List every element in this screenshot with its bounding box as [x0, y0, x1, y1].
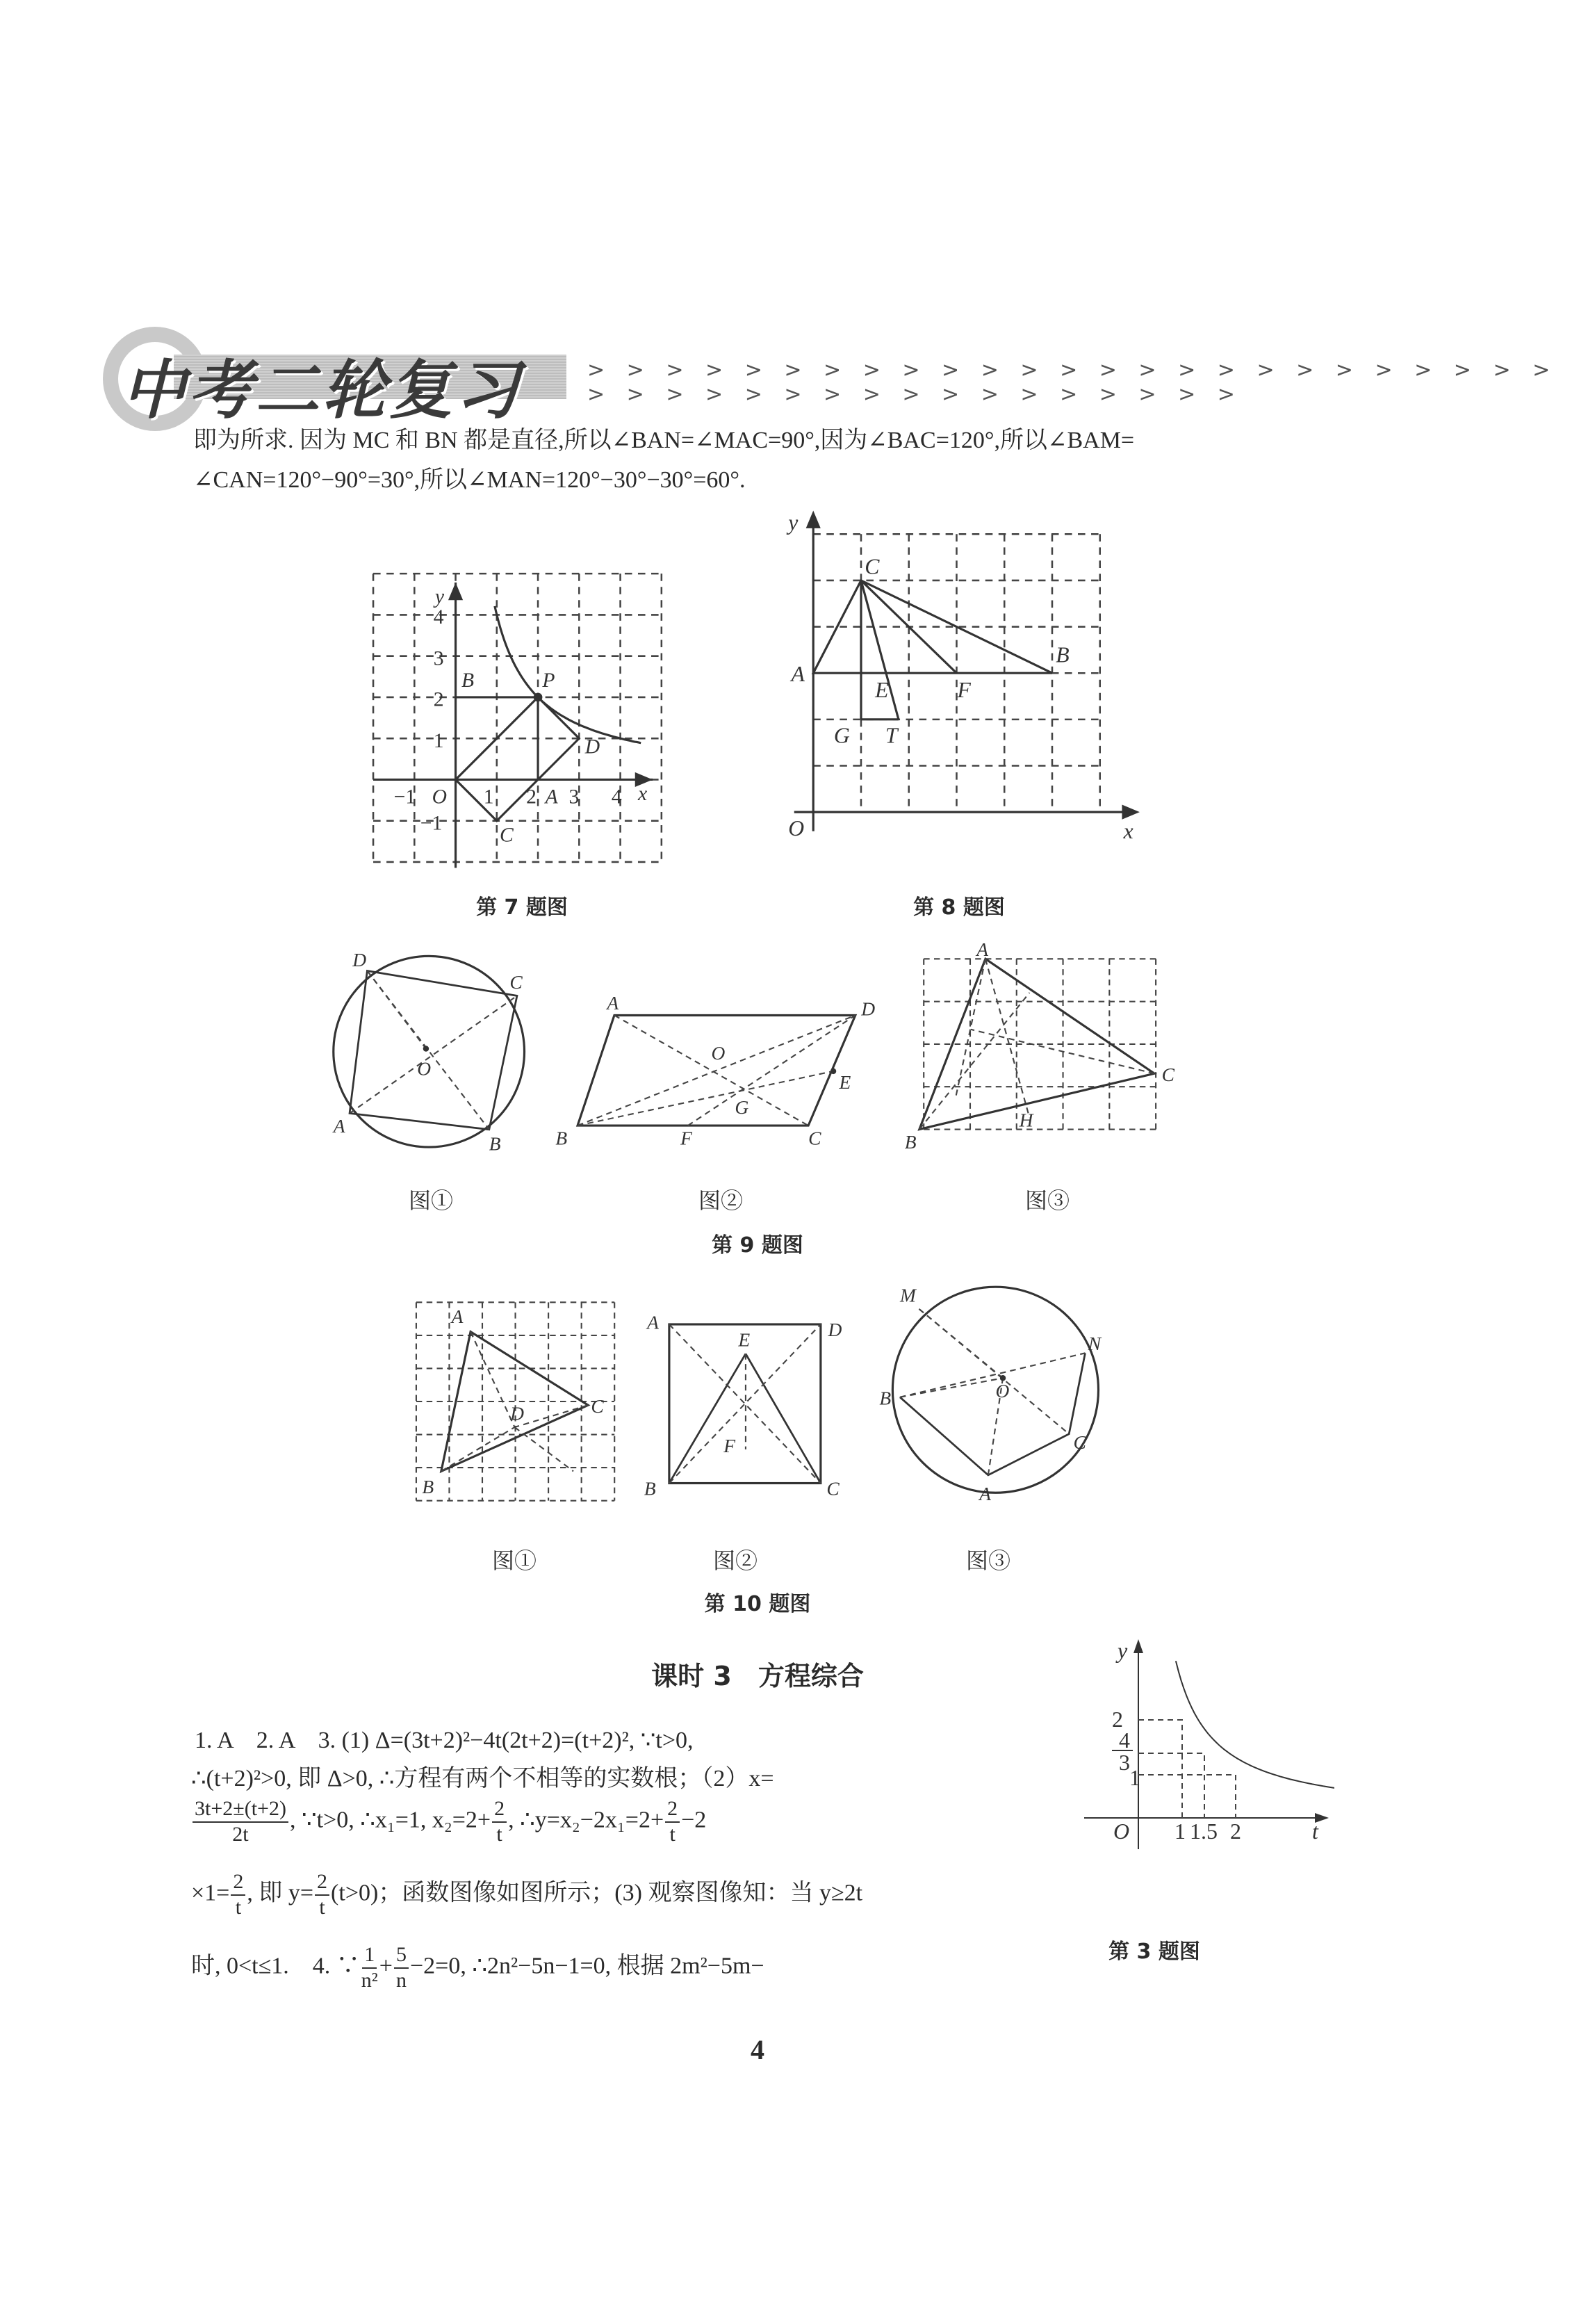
svg-text:A: A [333, 1115, 345, 1137]
hyperbola-curve [495, 606, 641, 743]
fraction: $\frac{5}{n}$ [394, 1943, 409, 1992]
svg-text:F: F [957, 678, 971, 703]
svg-text:y: y [788, 510, 799, 535]
svg-text:x: x [1123, 819, 1133, 844]
svg-text:−1: −1 [420, 812, 443, 835]
fraction: $\frac{2}{t}$ [231, 1870, 245, 1919]
svg-text:1: 1 [1129, 1765, 1140, 1790]
svg-text:E: E [839, 1072, 851, 1094]
fig9-sub-caption-2: 图② [698, 1188, 744, 1213]
svg-text:t: t [1312, 1819, 1318, 1844]
svg-text:B: B [422, 1477, 434, 1498]
svg-text:F: F [723, 1435, 736, 1457]
svg-text:F: F [680, 1128, 692, 1148]
svg-text:A: A [791, 661, 805, 686]
fig3-caption: 第 3 题图 [1108, 1940, 1200, 1964]
svg-text:A: A [545, 786, 558, 808]
figure-9-2 [551, 986, 897, 1148]
figure-8 [772, 507, 1154, 846]
svg-text:E: E [738, 1328, 751, 1351]
answer-line-3: $\frac{3t+2\pm(t+2)}{2t}$ , ∵t>0, ∴x₁=1, x₂=2+ $\frac{2}{t}$ , ∴y=x₂−2x₁=2+ $\frac{2}{t}$ −2 [191, 1797, 706, 1846]
svg-text:A: A [979, 1483, 991, 1504]
svg-text:C: C [808, 1128, 821, 1148]
svg-text:E: E [875, 678, 889, 703]
svg-text:C: C [500, 824, 514, 847]
fig9-sub-caption-1: 图① [408, 1188, 454, 1213]
svg-text:2: 2 [1230, 1819, 1241, 1844]
figure-9-1 [323, 941, 543, 1169]
svg-text:2: 2 [433, 688, 444, 711]
svg-text:O: O [995, 1380, 1010, 1401]
svg-text:1.5: 1.5 [1190, 1819, 1218, 1844]
intro-line-1: 即为所求. 因为 MC 和 BN 都是直径,所以∠BAN=∠MAC=90°,因为∠BAC=120°,所以∠BAM= [193, 428, 1135, 453]
intro-line-2: ∠CAN=120°−90°=30°,所以∠MAN=120°−30°−30°=60°. [193, 467, 746, 493]
svg-text:H: H [1019, 1110, 1033, 1131]
fig8-caption: 第 8 题图 [913, 895, 1005, 920]
svg-text:O: O [1113, 1819, 1130, 1844]
dashed-grid [924, 959, 1156, 1129]
fraction: $\frac{2}{t}$ [315, 1870, 329, 1919]
svg-text:A: A [647, 1311, 659, 1333]
svg-text:D: D [828, 1318, 842, 1340]
dashed-grid [416, 1302, 614, 1500]
svg-text:y: y [1118, 1638, 1128, 1663]
curve-y-2-over-t [1176, 1661, 1334, 1792]
answer-line-2: ∴(t+2)²>0, 即 Δ>0, ∴方程有两个不相等的实数根；（2）x= [191, 1766, 774, 1791]
svg-text:4: 4 [1119, 1728, 1130, 1753]
svg-text:C: C [1161, 1064, 1174, 1085]
svg-text:3: 3 [433, 647, 444, 670]
svg-text:A: A [607, 993, 619, 1014]
svg-text:D: D [861, 998, 876, 1020]
svg-text:4: 4 [433, 606, 444, 629]
header-chevrons: > > > > > > > > > > > > > > > > > > > > > > > > > > > > > > > > > > > > > > > > > > [587, 358, 1558, 407]
page-number: 4 [751, 2034, 764, 2065]
figure-10-1 [404, 1287, 625, 1516]
fig7-caption: 第 7 题图 [476, 895, 568, 920]
svg-text:C: C [865, 554, 880, 579]
svg-text:2: 2 [1112, 1707, 1123, 1732]
svg-text:3: 3 [568, 786, 580, 808]
point-p [534, 693, 543, 702]
fig10-sub-caption-3: 图③ [965, 1548, 1011, 1573]
svg-text:O: O [432, 786, 448, 808]
svg-text:A: A [976, 941, 989, 961]
svg-text:D: D [510, 1403, 525, 1424]
svg-text:4: 4 [611, 786, 622, 808]
svg-text:B: B [879, 1388, 892, 1409]
fraction: $\frac{2}{t}$ [665, 1797, 680, 1846]
answer-line-4: ×1= $\frac{2}{t}$ , 即 y= $\frac{2}{t}$ (t>0)；函数图像如图所示；(3) 观察图像知：当 y≥2t [191, 1870, 863, 1919]
figure-3 [1084, 1613, 1334, 1849]
svg-text:−1: −1 [393, 786, 416, 808]
svg-text:N: N [1088, 1333, 1102, 1355]
svg-text:2: 2 [526, 786, 537, 808]
svg-text:T: T [885, 723, 898, 748]
figure-9-3 [897, 941, 1191, 1162]
svg-text:x: x [637, 783, 648, 806]
section-logo: 中考二轮复习 [122, 353, 523, 428]
svg-text:B: B [555, 1128, 568, 1148]
svg-text:G: G [833, 723, 850, 748]
svg-text:C: C [826, 1477, 840, 1500]
svg-text:G: G [735, 1097, 749, 1119]
figure-7 [360, 559, 676, 875]
fraction: $\frac{2}{t}$ [492, 1797, 507, 1846]
svg-text:P: P [542, 669, 555, 692]
answer-line-1: 1. A 2. A 3. (1) Δ=(3t+2)²−4t(2t+2)=(t+2)², ∵t>0, [195, 1728, 694, 1753]
figure-10-3 [875, 1272, 1118, 1515]
svg-text:B: B [489, 1133, 501, 1155]
fraction: $\frac{1}{\text{n²}}$ [361, 1943, 378, 1992]
svg-text:1: 1 [1174, 1819, 1186, 1844]
fig10-sub-caption-2: 图② [712, 1548, 758, 1573]
svg-text:D: D [584, 736, 600, 758]
svg-text:1: 1 [433, 729, 444, 752]
fig9-sub-caption-3: 图③ [1024, 1188, 1070, 1213]
svg-text:M: M [899, 1285, 916, 1306]
svg-text:y: y [434, 585, 445, 608]
answer-line-5: 时, 0<t≤1. 4. ∵ $\frac{1}{\text{n²}}$ + $\frac{5}{n}$ −2=0, ∴2n²−5n−1=0, 根据 2m²−5m− [191, 1943, 764, 1992]
svg-text:C: C [509, 971, 523, 993]
lesson-title: 课时 3 方程综合 [651, 1661, 864, 1691]
svg-text:1: 1 [483, 786, 494, 808]
svg-text:O: O [711, 1042, 726, 1064]
svg-text:B: B [1056, 642, 1070, 667]
svg-text:C: C [591, 1395, 604, 1417]
svg-text:O: O [788, 815, 805, 840]
svg-text:3: 3 [1119, 1750, 1130, 1775]
svg-text:D: D [352, 950, 367, 971]
fraction: $\frac{3t+2\pm(t+2)}{2t}$ [193, 1797, 288, 1846]
svg-text:B: B [461, 669, 475, 692]
svg-text:O: O [417, 1058, 432, 1080]
fig10-sub-caption-1: 图① [491, 1548, 537, 1573]
fig10-caption: 第 10 题图 [704, 1592, 811, 1616]
fig9-caption: 第 9 题图 [712, 1233, 803, 1258]
svg-text:A: A [451, 1306, 464, 1327]
figure-10-2 [632, 1287, 860, 1501]
svg-text:C: C [1073, 1431, 1086, 1453]
svg-text:B: B [904, 1131, 917, 1153]
svg-text:B: B [644, 1477, 656, 1500]
